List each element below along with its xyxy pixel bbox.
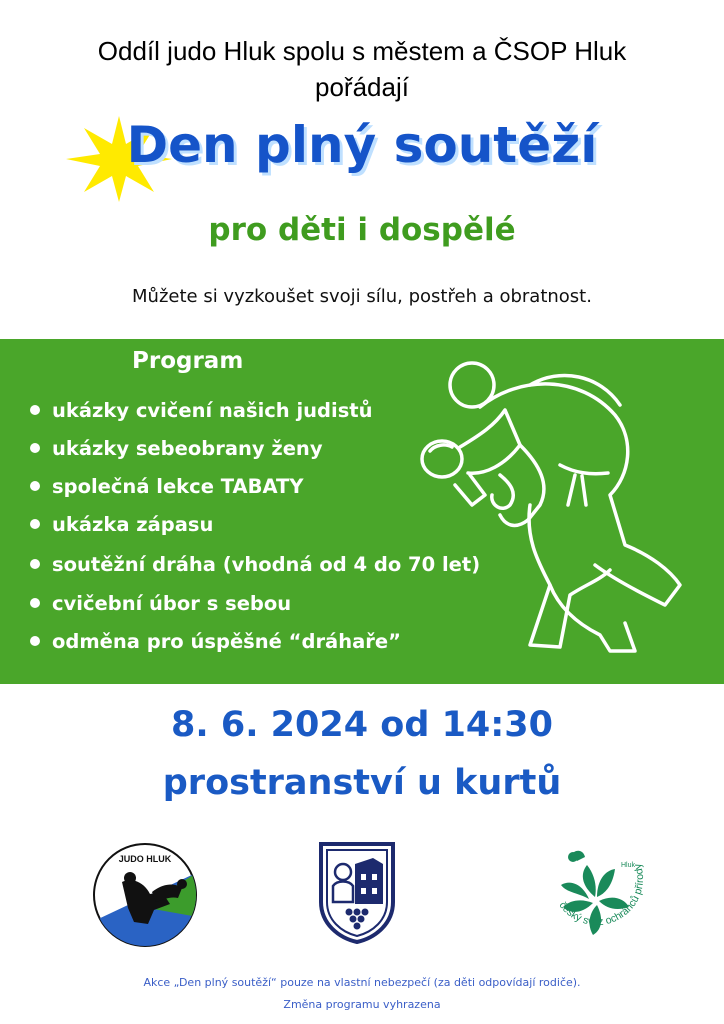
subtitle: pro děti i dospělé (208, 212, 516, 248)
disclaimer: Akce „Den plný soutěží“ pouze na vlastní nebezpečí (za děti odpovídají rodiče). (143, 976, 581, 989)
csop-local-text: Hluk (621, 862, 636, 869)
organizer-verb: pořádají (315, 72, 409, 102)
program-item-label: soutěžní dráha (vhodná od 4 do 70 let) (52, 553, 481, 576)
bullet-icon (30, 519, 40, 529)
csop-logo (545, 835, 660, 950)
judo-hluk-logo (92, 842, 198, 948)
program-item (30, 592, 291, 615)
bullet-icon (30, 598, 40, 608)
program-item (30, 437, 323, 460)
program-item-label: ukázka zápasu (52, 513, 214, 536)
organizer-line: Oddíl judo Hluk spolu s městem a ČSOP Hluk (97, 36, 627, 66)
program-item (30, 513, 213, 536)
program-item-label: odměna pro úspěšné “dráhaře” (52, 630, 401, 653)
bullet-icon (30, 443, 40, 453)
bullet-icon (30, 481, 40, 491)
event-place: prostranství u kurtů (162, 763, 562, 803)
bullet-icon (30, 405, 40, 415)
program-item (30, 475, 303, 498)
csop-ring-text: český svaz ochránců přírody (556, 862, 647, 929)
program-item-label: společná lekce TABATY (52, 475, 304, 498)
tagline: Můžete si vyzkoušet svoji sílu, postřeh a obratnost. (132, 286, 592, 307)
page-title: Den plný soutěží (126, 116, 598, 174)
program-item-label: ukázky cvičení našich judistů (52, 399, 373, 422)
program-item-label: cvičební úbor s sebou (52, 592, 292, 615)
program-item (30, 630, 401, 653)
program-heading: Program (132, 348, 244, 374)
bullet-icon (30, 636, 40, 646)
judo-logo-text: JUDO HLUK (118, 854, 172, 864)
program-item (30, 399, 373, 422)
program-item-label: ukázky sebeobrany ženy (52, 437, 323, 460)
hluk-coat-of-arms-logo (317, 840, 397, 944)
program-change-note: Změna programu vyhrazena (283, 998, 441, 1011)
event-date-time: 8. 6. 2024 od 14:30 (171, 705, 553, 745)
judo-throw-illustration-icon (410, 355, 710, 655)
bullet-icon (30, 559, 40, 569)
